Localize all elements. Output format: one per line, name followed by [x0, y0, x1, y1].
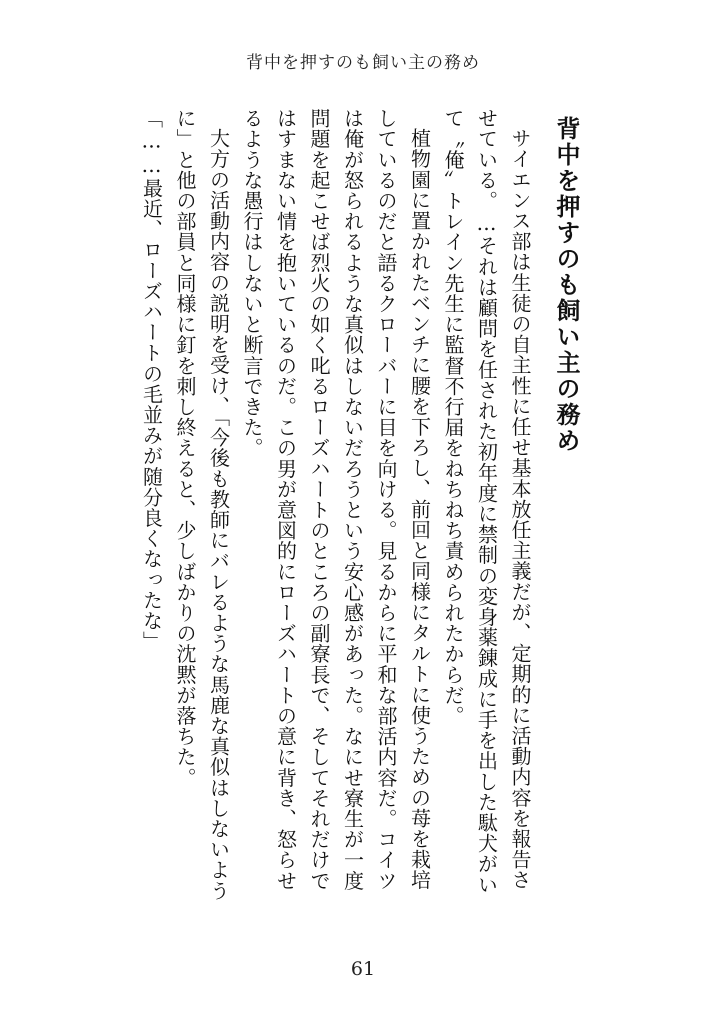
dialogue-paragraph: 「……最近、ローズハートの毛並みが随分良くなったな」	[139, 108, 164, 652]
vertical-body-text	[136, 108, 596, 908]
running-header: 背中を押すのも飼い主の務め	[246, 53, 480, 73]
chapter-title: 背中を押すのも飼い主の務め	[552, 116, 581, 454]
page-number: 61	[350, 958, 376, 980]
paragraph: 植物園に置かれたベンチに腰を下ろし、前回と同様にタルトに使うための苺を栽培しているのだと語るクローバーに目を向ける。見るからに平和な部活内容だ。コイツは俺が怒られるような真似はしないだろうという安心感があった。なにせ寮生が一度問題を起こせば烈火の如く叱るローズハートのところの副寮長で、そしてそれだけではすまない情を抱いているのだ。この男が意図的にローズハートの意に背き、怒らせるような愚行はしないと断言できた。	[240, 108, 432, 891]
paragraph: 大方の活動内容の説明を受け、「今後も教師にバレるような馬鹿な真似はしないように」と他の部員と同様に釘を刺し終えると、少しばかりの沈黙が落ちた。	[173, 108, 231, 901]
paragraph: サイエンス部は生徒の自主性に任せ基本放任主義だが、定期的に活動内容を報告させている。…それは顧問を任された初年度に禁制の変身薬錬成に手を出した駄犬がいて〝俺〟トレイン先生に監督不行届をねちねち責められたからだ。	[441, 108, 532, 895]
